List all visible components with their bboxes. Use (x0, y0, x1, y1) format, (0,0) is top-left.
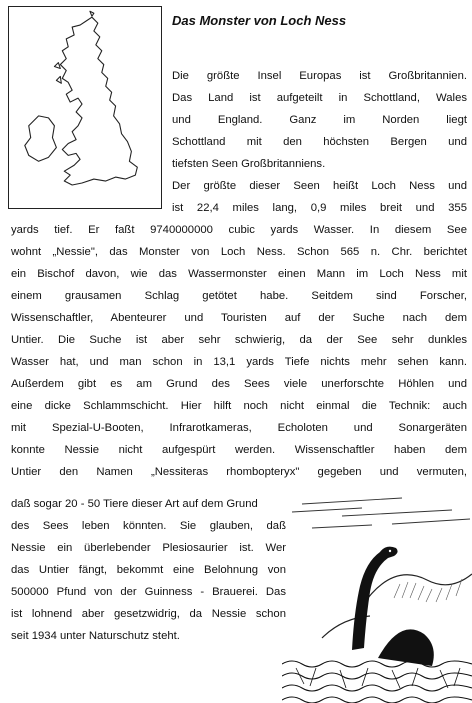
text-line: eine dicke Schlammschicht. Hier hilft noch nicht einmal die Technik: auch (11, 400, 467, 412)
text-line: das Untier fängt, bekommt eine Belohnung von (11, 564, 286, 576)
text-line: yards tief. Er faßt 9740000000 cubic yards Wasser. In diesem See (11, 224, 467, 236)
text-line: Schottland mit den höchsten Bergen und (172, 136, 467, 148)
text-line: ist lohnend aber gesetzwidrig, da Nessie schon (11, 608, 286, 620)
text-line: konnte Nessie nicht aufgespürt werden. Wissenschaftler haben dem (11, 444, 467, 456)
text-line: und England. Ganz im Norden liegt (172, 114, 467, 126)
text-line: Untier den Namen „Nessiteras rhombopteryx" gegeben und vermuten, (11, 466, 467, 478)
great-britain-map-drawing (9, 7, 161, 208)
text-line: daß sogar 20 - 50 Tiere dieser Art auf dem Grund (11, 498, 258, 510)
text-line: mit Spezial-U-Booten, Infrarotkameras, Echoloten und Sonargeräten (11, 422, 467, 434)
text-line: tiefsten Seen Großbritanniens. (172, 158, 326, 170)
text-line: wohnt „Nessie", das Monster von Loch Ness. Schon 565 n. Chr. berichtet (11, 246, 467, 258)
text-line: seit 1934 unter Naturschutz steht. (11, 630, 180, 642)
text-line: Wasser hat, und man schon in 13,1 yards Tiefe nichts mehr sehen kann. (11, 356, 467, 368)
nessie-illustration (282, 488, 472, 703)
text-line: Nessie ein überlebender Plesiosaurier ist. Wer (11, 542, 286, 554)
text-line: des Sees leben könnten. Sie glauben, daß (11, 520, 286, 532)
text-line: ein Bischof davon, wie das Wassermonster einen Mann im Loch Ness mit (11, 268, 467, 280)
text-line: Untier. Die Suche ist aber sehr schwierig, da der See sehr dunkles (11, 334, 467, 346)
text-line: Wissenschaftler, Abenteurer und Touristen auf der Suche nach dem (11, 312, 467, 324)
text-line: 500000 Pfund von der Guinness - Brauerei. Das (11, 586, 286, 598)
page-title: Das Monster von Loch Ness (172, 13, 347, 28)
text-line: Das Land ist aufgeteilt in Schottland, Wales (172, 92, 467, 104)
text-line: einem grausamen Schlag getötet habe. Seitdem sind Forscher, (11, 290, 467, 302)
text-line: Außerdem gibt es am Grund des Sees viele unerforschte Höhlen und (11, 378, 467, 390)
great-britain-map (8, 6, 162, 209)
text-line: Der größte dieser Seen heißt Loch Ness und (172, 180, 467, 192)
text-line: Die größte Insel Europas ist Großbritannien. (172, 70, 467, 82)
nessie-drawing (282, 488, 472, 703)
text-line: ist 22,4 miles lang, 0,9 miles breit und 355 (172, 202, 467, 214)
